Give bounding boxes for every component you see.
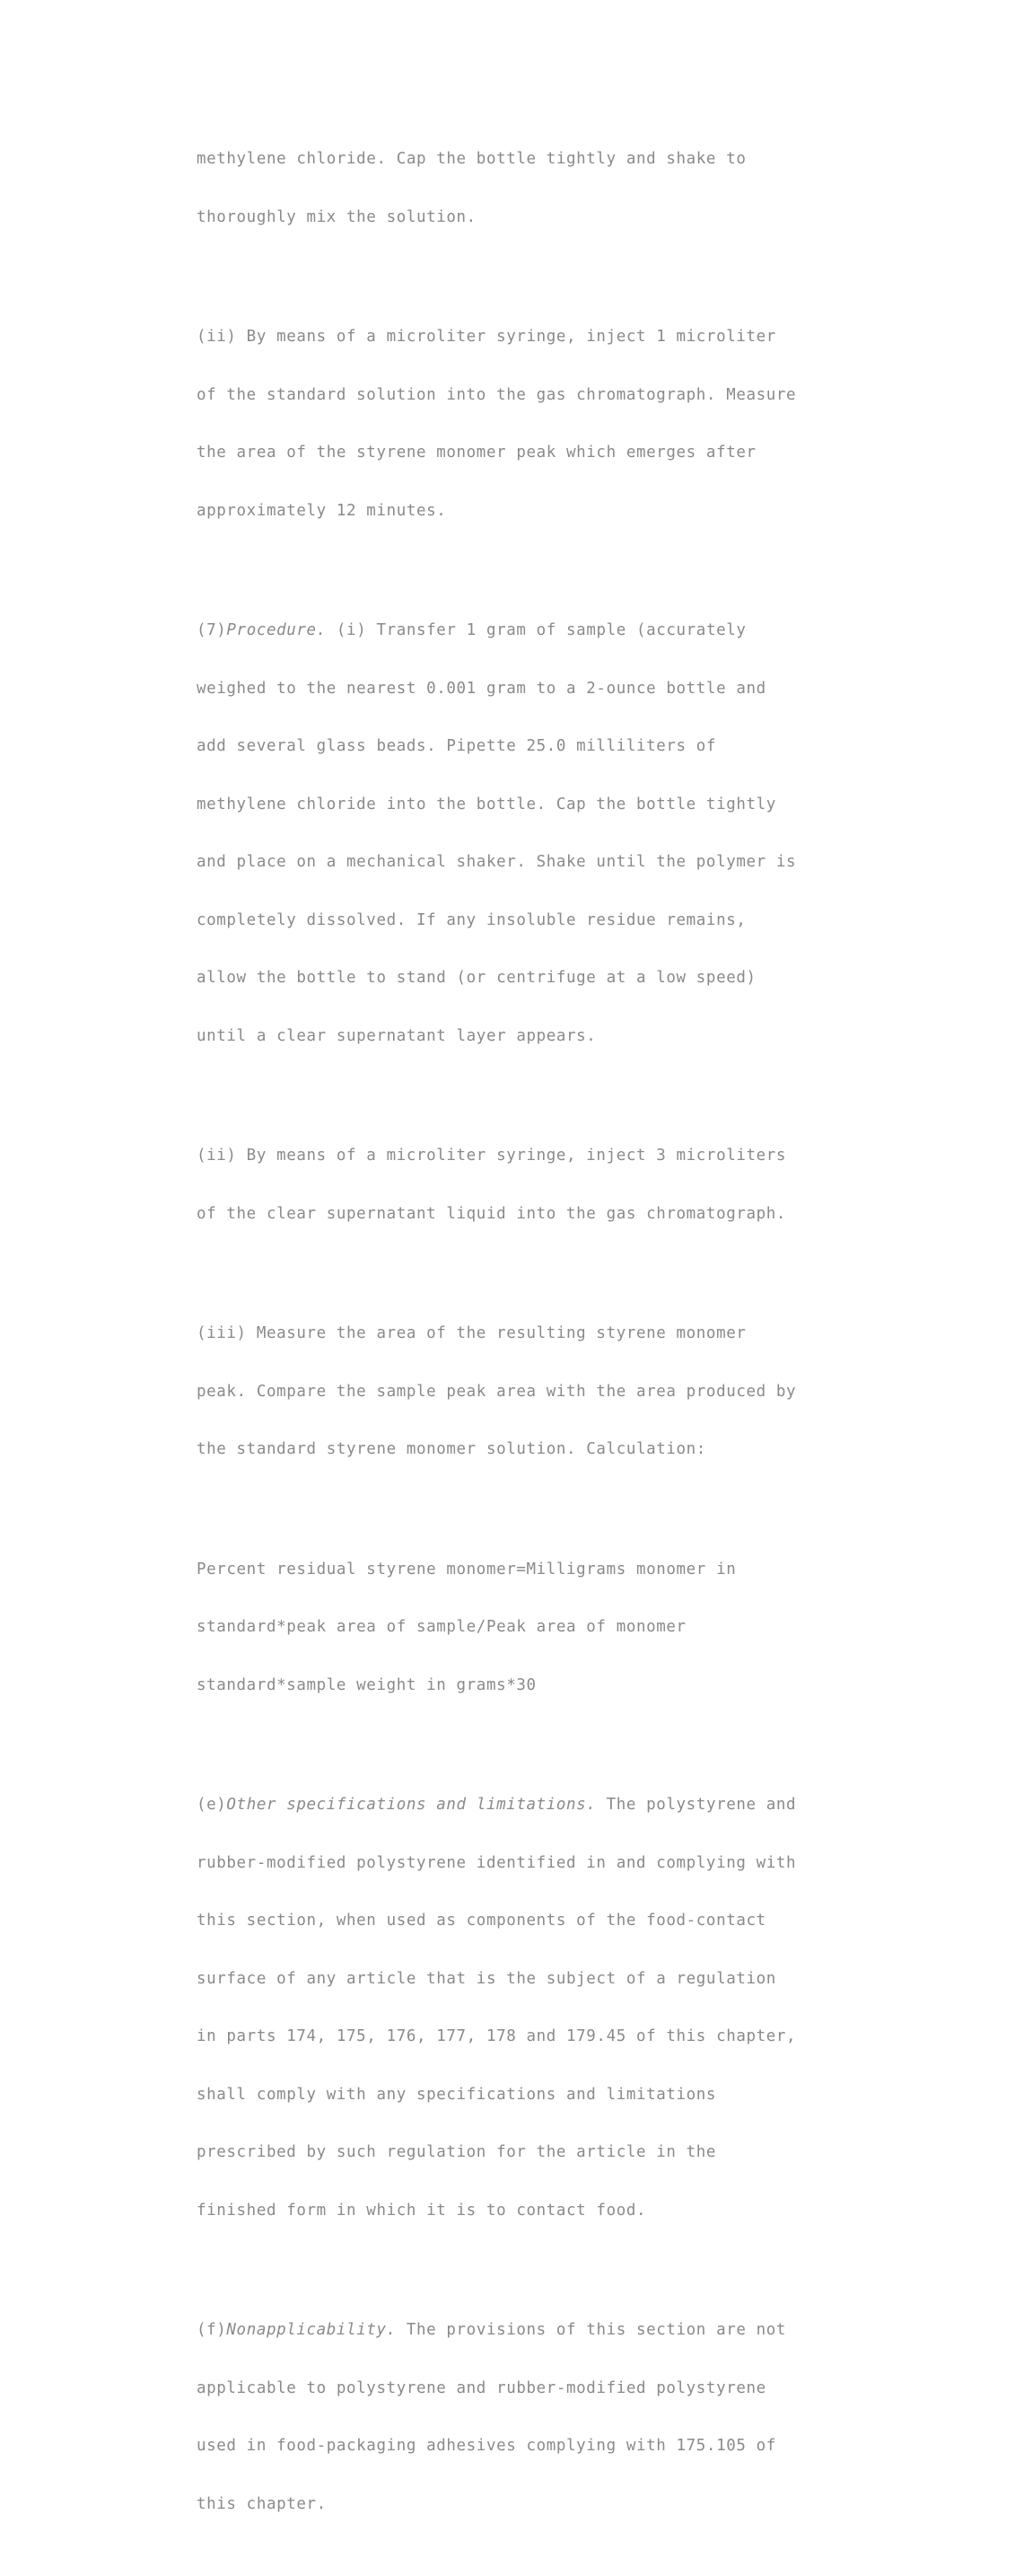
text-segment: The provisions of this section are not: [396, 2321, 787, 2339]
text-line: prescribed by such regulation for the article in the: [197, 2143, 717, 2161]
text-line: until a clear supernatant layer appears.: [197, 1026, 597, 1045]
text-line: add several glass beads. Pipette 25.0 milliliters of: [197, 737, 717, 755]
paragraph-other-specifications: [197, 1757, 843, 2259]
text-line: peak. Compare the sample peak area with the area produced by: [197, 1382, 797, 1401]
paragraph-inject-standard: [197, 289, 843, 559]
text-line: surface of any article that is the subject of a regulation: [197, 1969, 776, 1988]
text-line: standard*peak area of sample/Peak area of monomer: [197, 1618, 687, 1636]
text-line: and place on a mechanical shaker. Shake until the polymer is: [197, 853, 797, 871]
text-line: (ii) By means of a microliter syringe, inject 3 microliters: [197, 1147, 787, 1165]
text-line: completely dissolved. If any insoluble residue remains,: [197, 910, 747, 929]
paragraph-nonapplicability: [197, 2282, 843, 2553]
text-line: Percent residual styrene monomer=Milligrams monomer in: [197, 1560, 737, 1578]
text-line: [197, 1796, 843, 1816]
text-line: [197, 2321, 843, 2341]
text-line: of the clear supernatant liquid into the gas chromatograph.: [197, 1204, 787, 1223]
section-heading: Nonapplicability.: [226, 2321, 397, 2339]
document-body: [197, 111, 843, 2576]
text-line: standard*sample weight in grams*30: [197, 1675, 537, 1694]
section-heading: Other specifications and limitations.: [226, 1796, 597, 1814]
text-line: [197, 621, 843, 641]
section-number: (e): [197, 1796, 227, 1814]
text-line: used in food-packaging adhesives complying with 175.105 of: [197, 2437, 776, 2455]
text-line: methylene chloride. Cap the bottle tightly and shake to: [197, 150, 747, 168]
text-line: (iii) Measure the area of the resulting styrene monomer: [197, 1324, 747, 1342]
paragraph-formula: [197, 1522, 843, 1735]
text-line: thoroughly mix the solution.: [197, 207, 477, 226]
section-number: (f): [197, 2321, 227, 2339]
text-line: methylene chloride into the bottle. Cap the bottle tightly: [197, 795, 776, 813]
paragraph-procedure: [197, 583, 843, 1085]
text-line: this section, when used as components of the food-contact: [197, 1912, 766, 1930]
text-line: weighed to the nearest 0.001 gram to a 2-ounce bottle and: [197, 679, 766, 698]
text-line: allow the bottle to stand (or centrifuge at a low speed): [197, 969, 757, 987]
text-line: of the standard solution into the gas chromatograph. Measure: [197, 385, 797, 404]
text-segment: (i) Transfer 1 gram of sample (accurately: [326, 621, 747, 639]
text-line: approximately 12 minutes.: [197, 501, 447, 520]
section-heading: Procedure.: [226, 621, 327, 639]
text-line: the area of the styrene monomer peak which emerges after: [197, 444, 757, 462]
text-segment: The polystyrene and: [596, 1796, 797, 1814]
paragraph-measure-area: [197, 1286, 843, 1499]
text-line: this chapter.: [197, 2494, 327, 2513]
paragraph-standard-solution-end: [197, 111, 843, 266]
text-line: (ii) By means of a microliter syringe, inject 1 microliter: [197, 328, 776, 346]
text-line: rubber-modified polystyrene identified in and complying with: [197, 1853, 797, 1872]
text-line: applicable to polystyrene and rubber-modified polystyrene: [197, 2378, 766, 2397]
section-number: (7): [197, 621, 227, 639]
text-line: in parts 174, 175, 176, 177, 178 and 179.45 of this chapter,: [197, 2027, 797, 2045]
text-line: finished form in which it is to contact food.: [197, 2201, 647, 2220]
text-line: shall comply with any specifications and limitations: [197, 2085, 717, 2104]
paragraph-inject-sample: [197, 1108, 843, 1262]
text-line: the standard styrene monomer solution. Calculation:: [197, 1440, 706, 1458]
